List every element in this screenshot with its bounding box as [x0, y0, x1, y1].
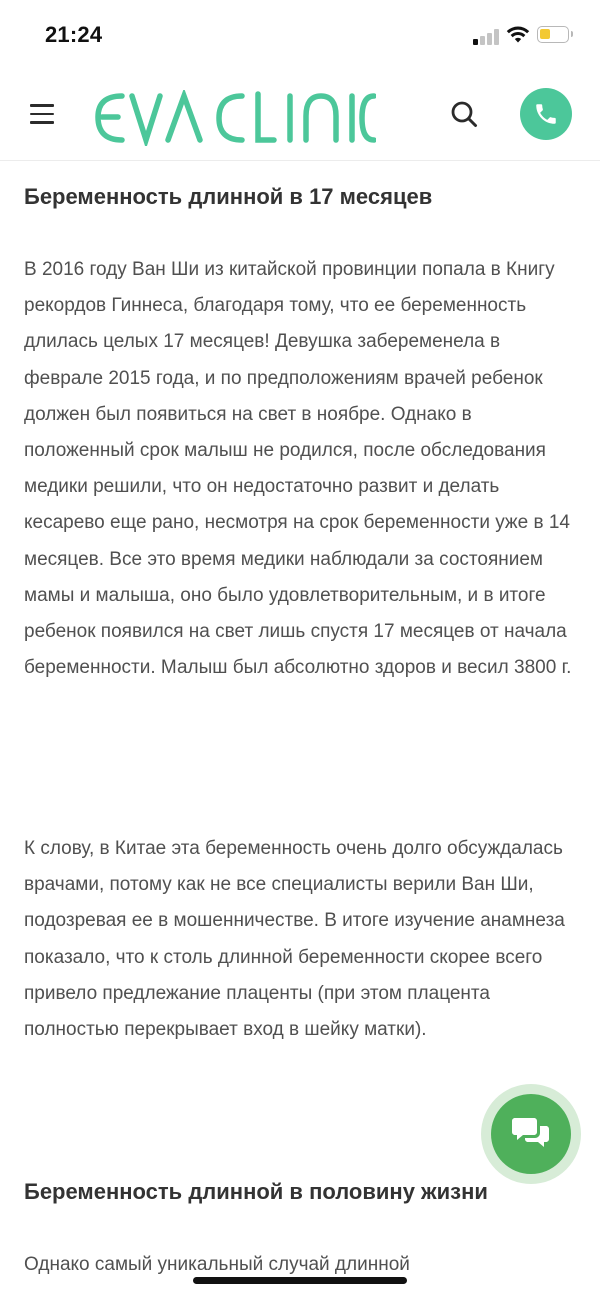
chat-bubbles-icon	[512, 1116, 550, 1152]
battery-icon	[537, 26, 569, 43]
call-button[interactable]	[520, 88, 572, 140]
site-header	[0, 72, 600, 161]
hamburger-menu-icon	[30, 104, 54, 107]
eva-clinic-logo[interactable]	[92, 90, 376, 146]
chat-button[interactable]	[491, 1094, 571, 1174]
status-time: 21:24	[45, 22, 103, 47]
section-heading: Беременность длинной в 17 месяцев	[24, 184, 433, 209]
phone-icon	[533, 101, 559, 127]
wifi-icon	[506, 24, 530, 44]
article-paragraph: Однако самый уникальный случай длинной	[24, 1254, 410, 1275]
section-heading: Беременность длинной в половину жизни	[24, 1179, 488, 1204]
status-bar	[0, 0, 600, 72]
search-icon	[448, 98, 480, 130]
article-paragraph: В 2016 году Ван Ши из китайской провинции попала в Книгу рекордов Гиннеса, благодаря тому, что ее беременность длилась целых 17 месяцев! Девушка забеременела в феврале 2015 года, и по предположениям врачей ребенок должен был появиться на свет в ноябре. Однако в положенный срок малыш не родился, после обследования медики решили, что он недостаточно развит и делать кесарево еще рано, несмотря на срок беременности уже в 14 месяцев. Все это время медики наблюдали за состоянием мамы и малыша, оно было удовлетворительным, и в итоге ребенок появился на свет лишь спустя 17 месяцев от начала беременности. Малыш был абсолютно здоров и весил 3800 г.	[24, 259, 572, 679]
article-paragraph: К слову, в Китае эта беременность очень долго обсуждалась врачами, потому как не все специалисты верили Ван Ши, подозревая ее в мошенничестве. В итоге изучение анамнеза показало, что к столь длинной беременности скорее всего привело предлежание плаценты (при этом плацента полностью перекрывает вход в шейку матки).	[24, 838, 565, 1041]
search-button[interactable]	[448, 98, 480, 130]
home-indicator	[193, 1277, 407, 1284]
cellular-signal-icon	[473, 27, 501, 45]
menu-button[interactable]	[30, 104, 54, 124]
